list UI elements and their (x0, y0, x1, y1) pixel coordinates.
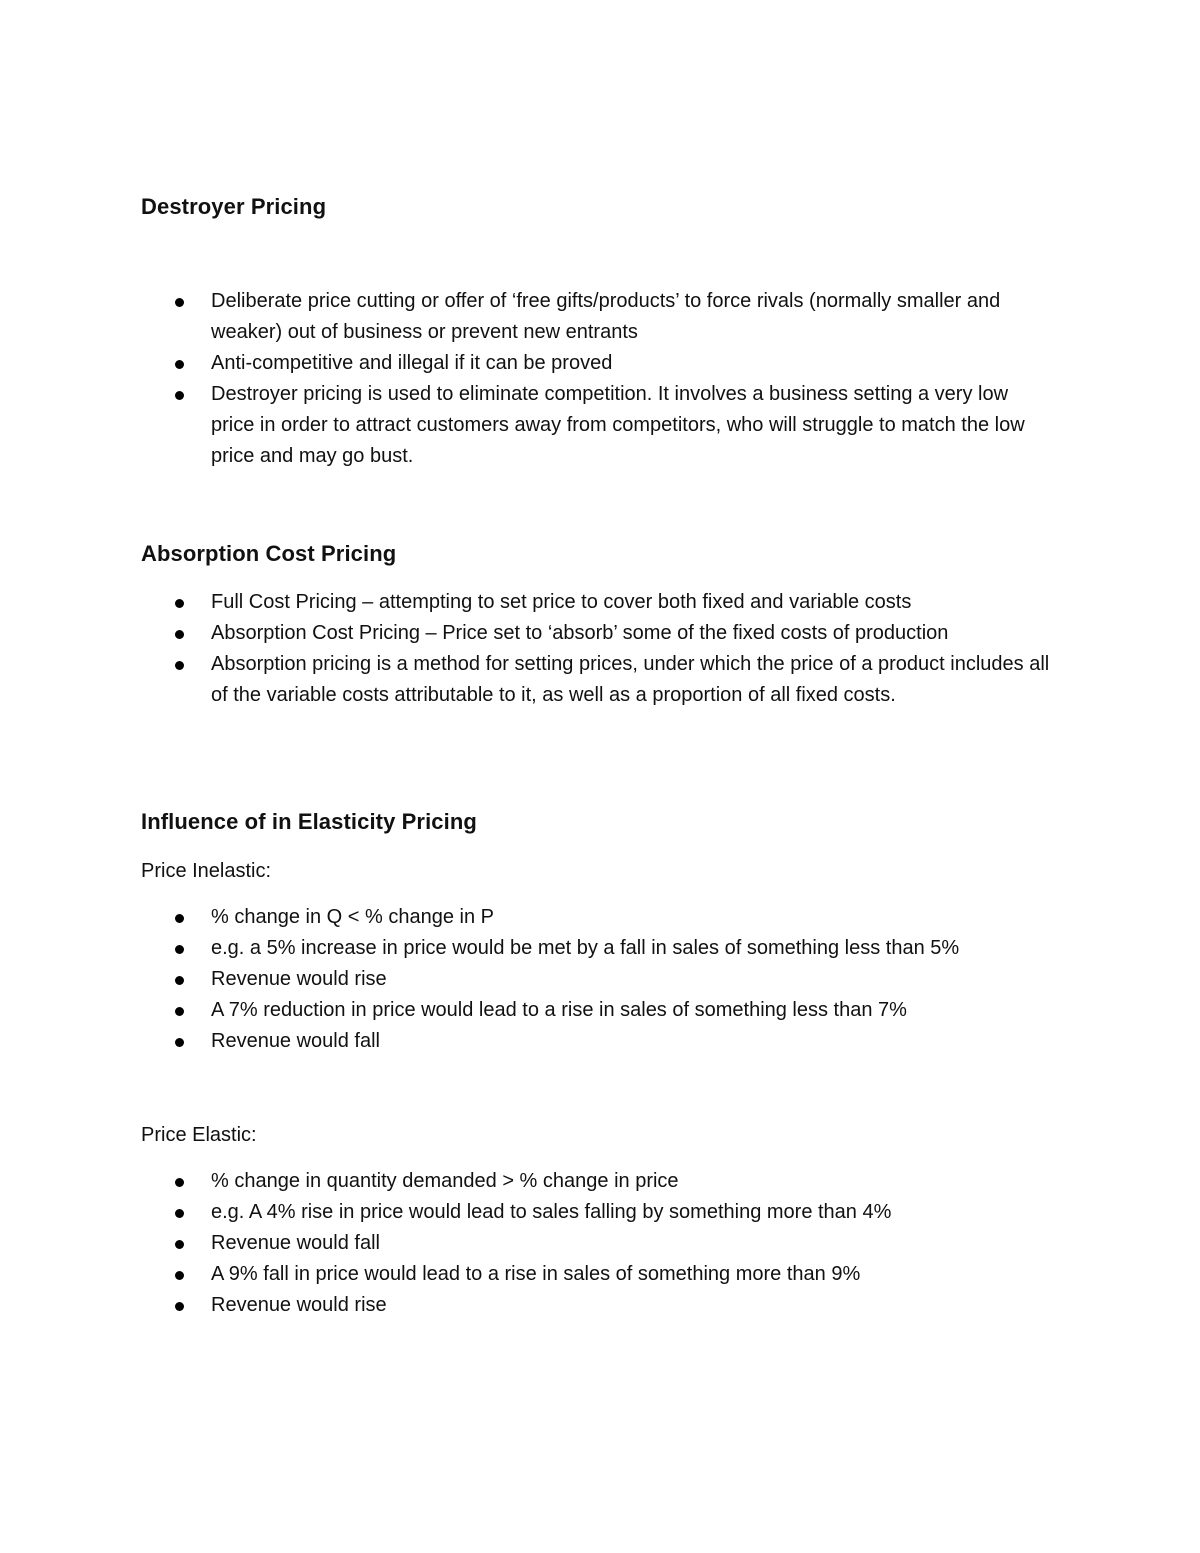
list-item: e.g. a 5% increase in price would be met by a fall in sales of something less than 5% (0, 933, 1051, 964)
bullet-icon (175, 1038, 184, 1047)
heading-absorption-cost-pricing: Absorption Cost Pricing (141, 541, 397, 566)
list-item: % change in Q < % change in P (0, 902, 1051, 933)
list-item: Revenue would fall (0, 1026, 1051, 1057)
list-item: Anti-competitive and illegal if it can be proved (0, 348, 1051, 379)
list-item: Revenue would rise (0, 964, 1051, 995)
bullet-icon (175, 298, 184, 307)
bullet-icon (175, 1271, 184, 1280)
bullet-icon (175, 661, 184, 670)
bullet-icon (175, 1302, 184, 1311)
list-price-elastic (0, 1166, 1200, 1321)
bullet-icon (175, 914, 184, 923)
bullet-icon (175, 945, 184, 954)
list-item: A 7% reduction in price would lead to a rise in sales of something less than 7% (0, 995, 1051, 1026)
list-item: Absorption pricing is a method for setting prices, under which the price of a product includes all of the variable costs attributable to it, as well as a proportion of all fixed costs. (0, 649, 1051, 711)
label-price-inelastic: Price Inelastic: (141, 860, 272, 882)
heading-elasticity-pricing: Influence of in Elasticity Pricing (141, 809, 477, 834)
bullet-icon (175, 630, 184, 639)
list-item: A 9% fall in price would lead to a rise in sales of something more than 9% (0, 1259, 1051, 1290)
bullet-icon (175, 976, 184, 985)
heading-destroyer-pricing: Destroyer Pricing (141, 194, 327, 219)
list-item: Revenue would rise (0, 1290, 1051, 1321)
list-item: Full Cost Pricing – attempting to set price to cover both fixed and variable costs (0, 587, 1051, 618)
list-item: e.g. A 4% rise in price would lead to sales falling by something more than 4% (0, 1197, 1051, 1228)
label-price-elastic: Price Elastic: (141, 1124, 257, 1146)
bullet-icon (175, 1240, 184, 1249)
bullet-icon (175, 1209, 184, 1218)
list-item: Deliberate price cutting or offer of ‘free gifts/products’ to force rivals (normally smaller and weaker) out of business or prevent new entrants (0, 286, 1051, 348)
list-price-inelastic (0, 902, 1200, 1057)
bullet-icon (175, 599, 184, 608)
bullet-icon (175, 360, 184, 369)
list-item: Revenue would fall (0, 1228, 1051, 1259)
list-absorption-cost-pricing (0, 587, 1200, 711)
list-item: Absorption Cost Pricing – Price set to ‘absorb’ some of the fixed costs of production (0, 618, 1051, 649)
bullet-icon (175, 1178, 184, 1187)
bullet-icon (175, 1007, 184, 1016)
list-item: % change in quantity demanded > % change in price (0, 1166, 1051, 1197)
bullet-icon (175, 391, 184, 400)
list-destroyer-pricing (0, 286, 1200, 472)
list-item: Destroyer pricing is used to eliminate competition. It involves a business setting a very low price in order to attract customers away from competitors, who will struggle to match the low price and may go bust. (0, 379, 1051, 472)
